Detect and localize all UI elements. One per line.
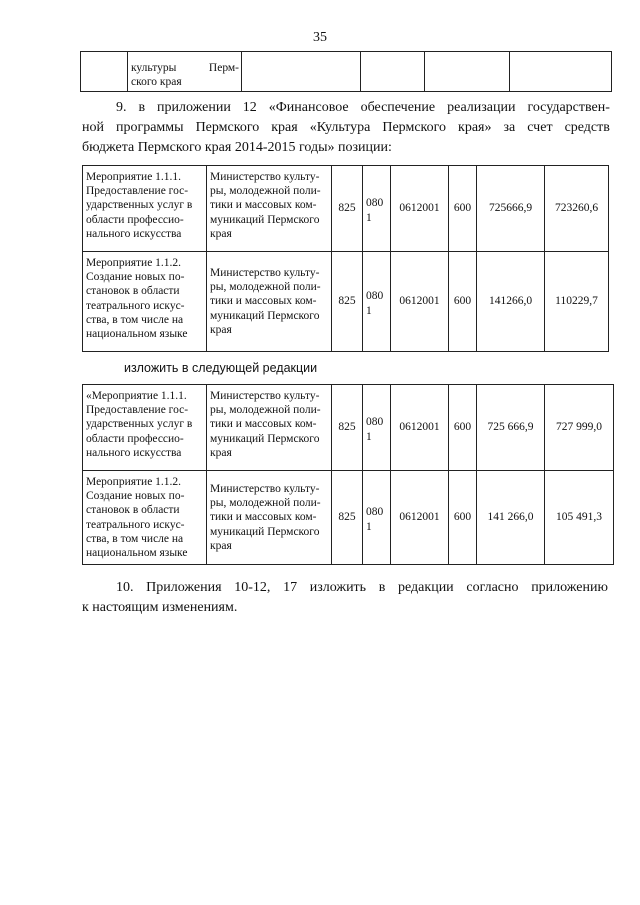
table-cell [361, 52, 425, 92]
measure-cell: Мероприятие 1.1.1. Предоставление гос- ударственных услуг в области профессио- нального искусства [83, 166, 207, 252]
code-cell: 825 [332, 385, 363, 471]
ministry-cell: Министерство культу- ры, молодежной поли- тики и массовых ком- муникаций Пермского края [207, 252, 332, 352]
table-row [83, 252, 609, 352]
page-number: 35 [313, 30, 327, 45]
type-cell: 600 [449, 252, 477, 352]
type-cell: 600 [449, 471, 477, 565]
measure-cell: «Мероприятие 1.1.1. Предоставление гос- ударственных услуг в области профессио- нального искусства [83, 385, 207, 471]
section-cell: 080 1 [363, 385, 391, 471]
value-2015-cell: 105 491,3 [545, 471, 614, 565]
table-cell [81, 52, 128, 92]
table-cell [242, 52, 361, 92]
value-2015-cell: 110229,7 [545, 252, 609, 352]
cell-line: ского края [131, 76, 182, 89]
type-cell: 600 [449, 385, 477, 471]
code-cell: 825 [332, 166, 363, 252]
caption: изложить в следующей редакции [124, 361, 318, 375]
table-cell [510, 52, 612, 92]
table-row [83, 471, 614, 565]
ministry-cell: Министерство культу- ры, молодежной поли- тики и массовых ком- муникаций Пермского края [207, 385, 332, 471]
positions-table-new [82, 384, 614, 565]
positions-table-old [82, 165, 609, 352]
value-2014-cell: 141266,0 [477, 252, 545, 352]
section-cell: 080 1 [363, 166, 391, 252]
text-line: бюджета Пермского края 2014-2015 годы» позиции: [82, 140, 392, 155]
code-cell: 825 [332, 471, 363, 565]
target-cell: 0612001 [391, 471, 449, 565]
text-line: 9. в приложении 12 «Финансовое обеспечение реализации государствен- [116, 100, 610, 115]
measure-cell: Мероприятие 1.1.2. Создание новых по- становок в области театрального искус- ства, в том числе на национальном языке [83, 471, 207, 565]
table-row [83, 385, 614, 471]
continuation-table [80, 51, 612, 92]
target-cell: 0612001 [391, 166, 449, 252]
ministry-cell: Министерство культу- ры, молодежной поли- тики и массовых ком- муникаций Пермского края [207, 471, 332, 565]
table-cell [425, 52, 510, 92]
value-2015-cell: 727 999,0 [545, 385, 614, 471]
text-line: к настоящим изменениям. [82, 600, 238, 615]
type-cell: 600 [449, 166, 477, 252]
value-2014-cell: 725 666,9 [477, 385, 545, 471]
table-row [83, 166, 609, 252]
table-cell [128, 52, 242, 92]
text-line: 10. Приложения 10-12, 17 изложить в редакции согласно приложению [116, 580, 608, 595]
target-cell: 0612001 [391, 252, 449, 352]
section-cell: 080 1 [363, 471, 391, 565]
measure-cell: Мероприятие 1.1.2. Создание новых по- становок в области театрального искус- ства, в том числе на национальном языке [83, 252, 207, 352]
value-2014-cell: 725666,9 [477, 166, 545, 252]
value-2014-cell: 141 266,0 [477, 471, 545, 565]
value-2015-cell: 723260,6 [545, 166, 609, 252]
paragraph-9 [82, 98, 610, 158]
code-cell: 825 [332, 252, 363, 352]
ministry-cell: Министерство культу- ры, молодежной поли- тики и массовых ком- муникаций Пермского края [207, 166, 332, 252]
text-line: ной программы Пермского края «Культура Пермского края» за счет средств [82, 120, 610, 135]
paragraph-10 [82, 578, 608, 618]
target-cell: 0612001 [391, 385, 449, 471]
cell-line: культуры Перм- [131, 62, 239, 74]
section-cell: 080 1 [363, 252, 391, 352]
